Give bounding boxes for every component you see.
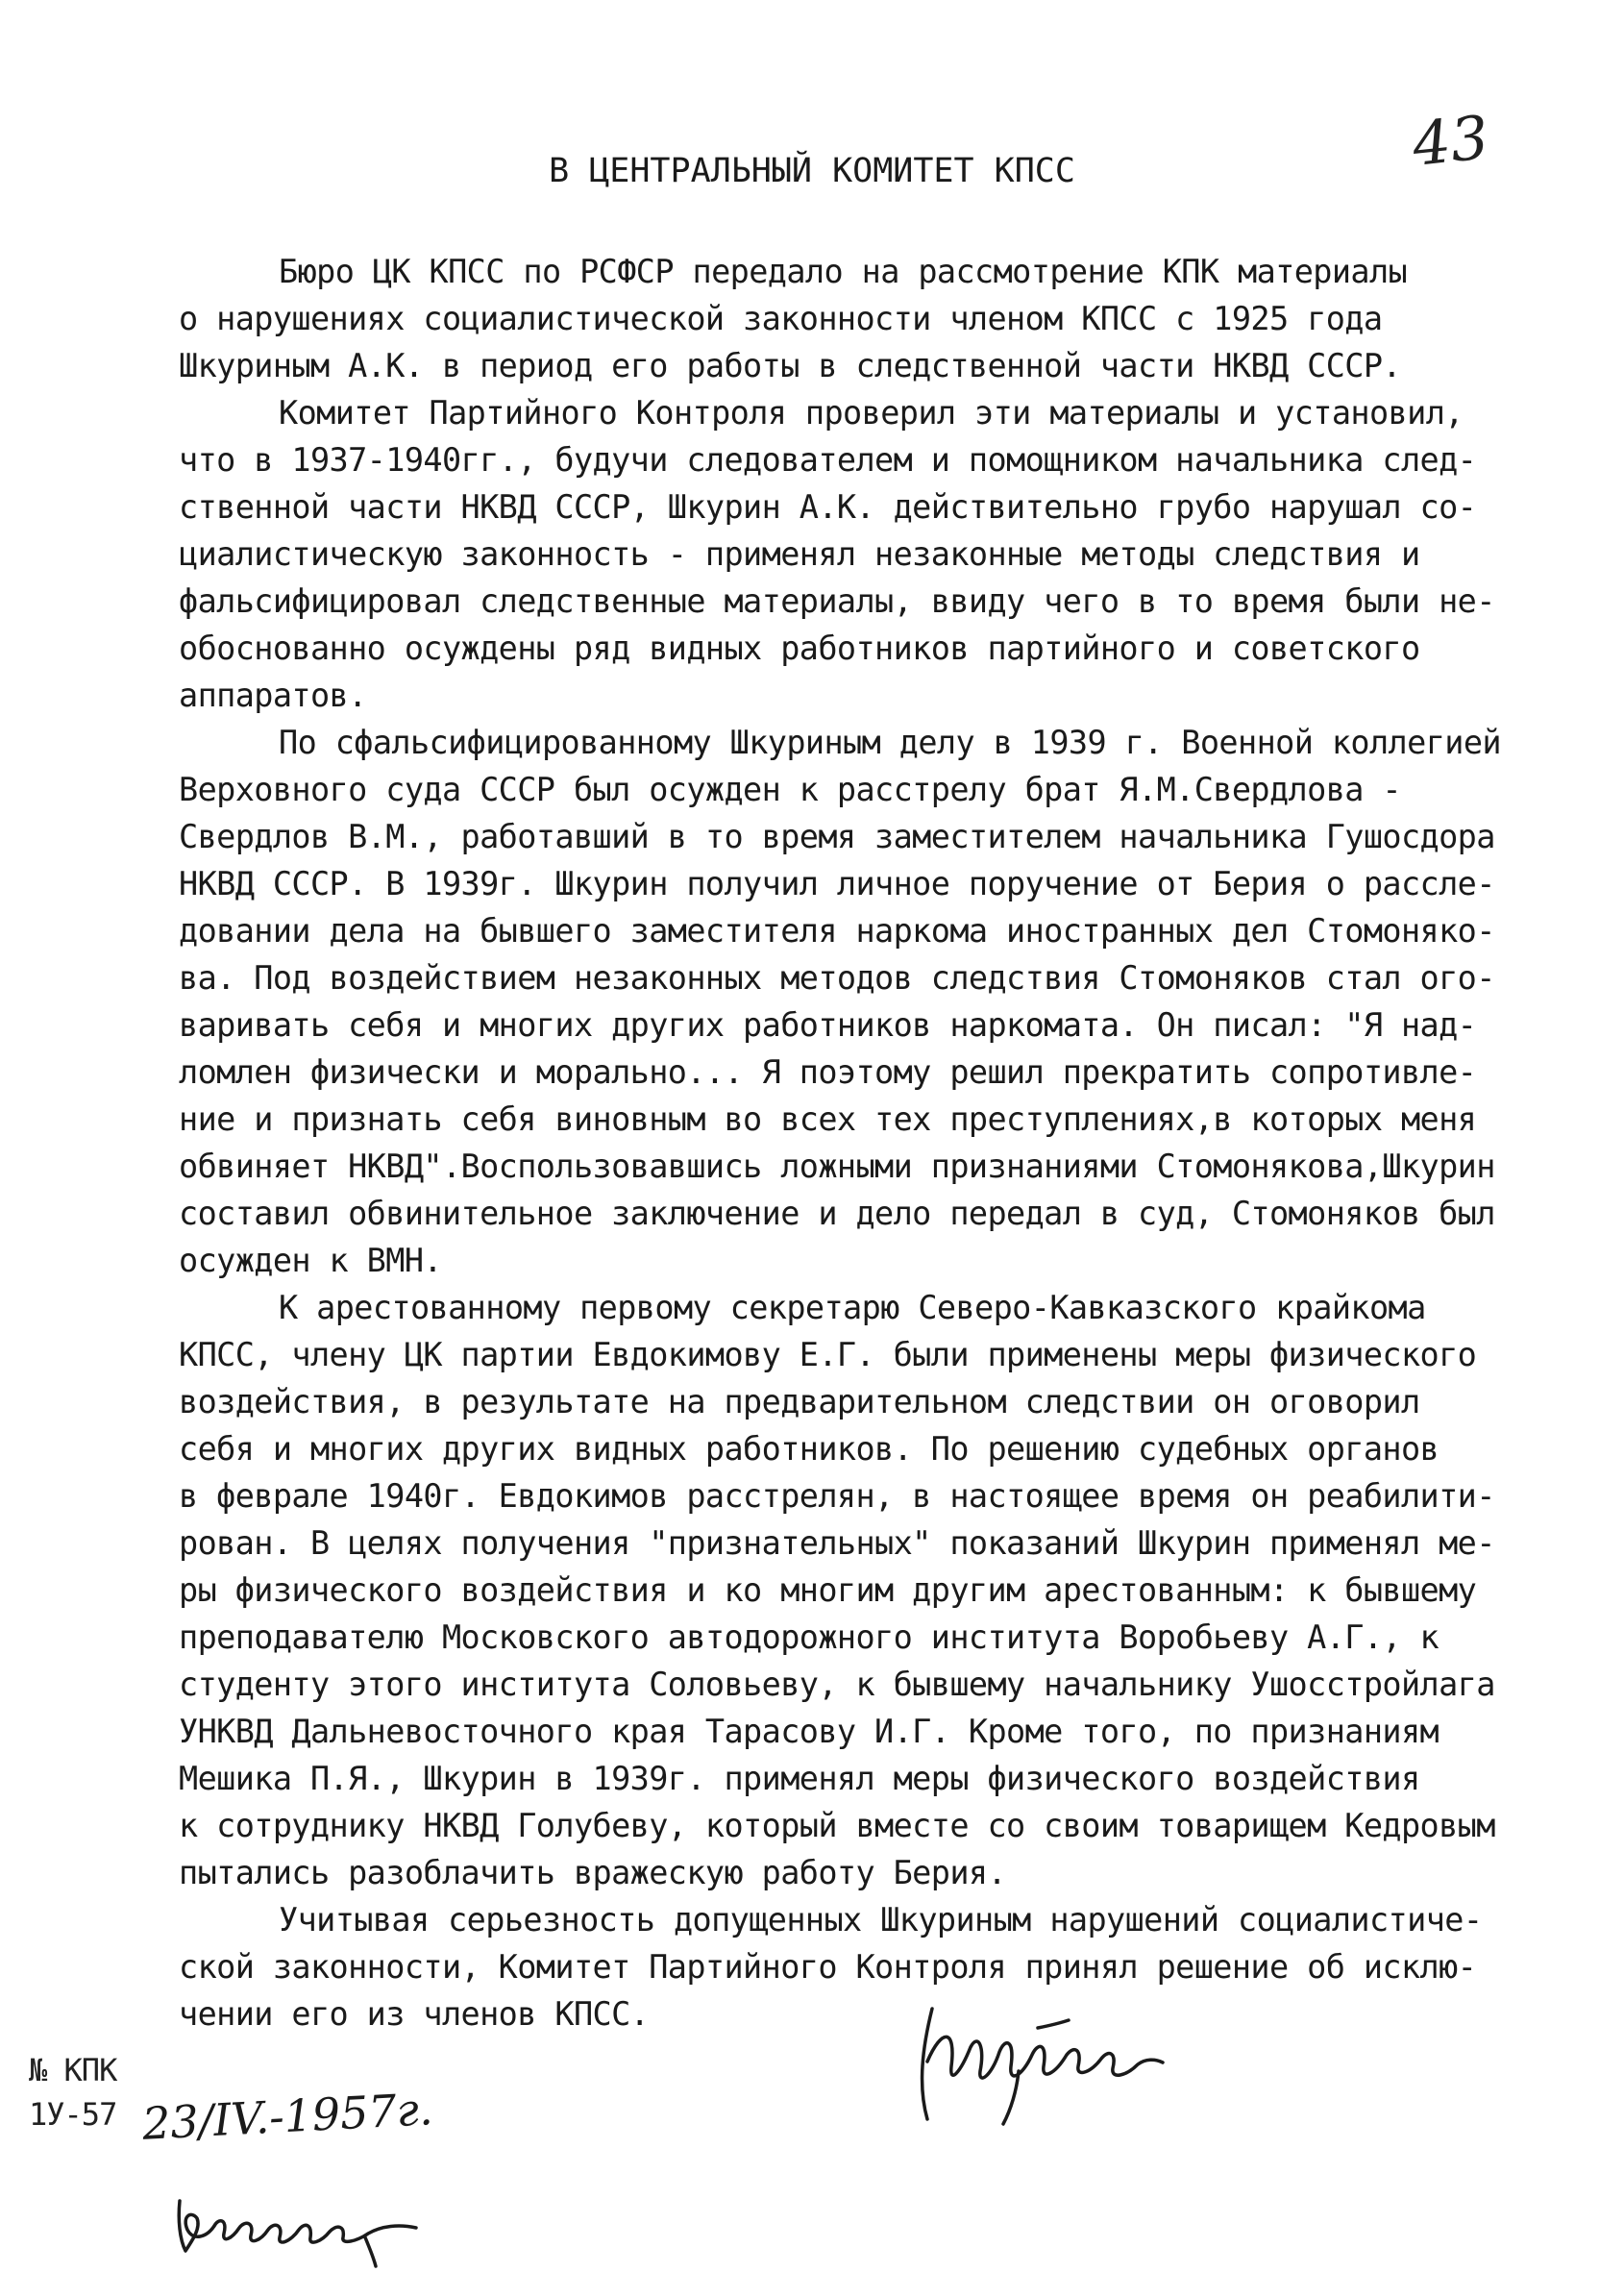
text-line: обвиняет НКВД".Воспользовавшись ложными признаниями Стомонякова,Шкурин <box>179 1148 1495 1185</box>
text-line: КПСС, члену ЦК партии Евдокимову Е.Г. были применены меры физического <box>179 1336 1477 1373</box>
text-line: Учитывая серьезность допущенных Шкуриным нарушений социалистиче- <box>279 1901 1483 1939</box>
text-line: Комитет Партийного Контроля проверил эти материалы и установил, <box>279 394 1464 432</box>
text-line: к сотруднику НКВД Голубеву, который вместе со своим товарищем Кедровым <box>179 1807 1495 1844</box>
text-line: себя и многих других видных работников. По решению судебных органов <box>179 1430 1439 1468</box>
text-line: НКВД СССР. В 1939г. Шкурин получил личное поручение от Берия о рассле- <box>179 865 1495 902</box>
text-line: осужден к ВМН. <box>179 1242 442 1279</box>
text-line: рован. В целях получения "признательных" показаний Шкурин применял ме- <box>179 1524 1495 1562</box>
handwritten-signature-icon <box>903 1970 1192 2134</box>
registration-date: 23/IV.-1957г. <box>140 2083 434 2150</box>
text-line: ской законности, Комитет Партийного Контроля принял решение об исклю- <box>179 1948 1477 1986</box>
text-line: фальсифицировал следственные материалы, ввиду чего в то время были не- <box>179 582 1495 620</box>
text-line: пытались разоблачить вражескую работу Берия. <box>179 1854 1007 1891</box>
text-line: обоснованно осуждены ряд видных работников партийного и советского <box>179 630 1420 667</box>
text-line: аппаратов. <box>179 677 367 714</box>
text-line: варивать себя и многих других работников наркомата. Он писал: "Я над- <box>179 1006 1477 1044</box>
text-line: Мешика П.Я., Шкурин в 1939г. применял меры физического воздействия <box>179 1760 1420 1797</box>
text-line: в феврале 1940г. Евдокимов расстрелян, в настоящее время он реабилити- <box>179 1477 1495 1515</box>
text-line: ломлен физически и морально... Я поэтому решил прекратить сопротивле- <box>179 1053 1477 1091</box>
text-line: ние и признать себя виновным во всех тех преступлениях,в которых меня <box>179 1100 1477 1138</box>
text-line: Шкуриным А.К. в период его работы в следственной части НКВД СССР. <box>179 347 1401 384</box>
registration-number: 1У-57 <box>29 2096 117 2133</box>
text-line: Верховного суда СССР был осужден к расстрелу брат Я.М.Свердлова - <box>179 771 1401 808</box>
text-line: что в 1937-1940гг., будучи следователем и помощником начальника след- <box>179 441 1477 479</box>
text-line: чении его из членов КПСС. <box>179 1995 650 2033</box>
text-line: составил обвинительное заключение и дело передал в суд, Стомоняков был <box>179 1195 1495 1232</box>
text-line: ры физического воздействия и ко многим другим арестованным: к бывшему <box>179 1571 1477 1609</box>
text-line: Бюро ЦК КПСС по РСФСР передало на рассмотрение КПК материалы <box>279 253 1408 290</box>
registration-label: № КПК <box>29 2052 117 2088</box>
text-line: ва. Под воздействием незаконных методов следствия Стомоняков стал ого- <box>179 959 1495 997</box>
text-line: К арестованному первому секретарю Северо-Кавказского крайкома <box>279 1289 1426 1326</box>
text-line: довании дела на бывшего заместителя наркома иностранных дел Стомонякo- <box>179 912 1495 950</box>
document-body <box>179 248 1553 2037</box>
text-line: ственной части НКВД СССР, Шкурин А.К. действительно грубо нарушал со- <box>179 488 1477 526</box>
handwritten-signature-icon <box>168 2182 428 2268</box>
document-title: В ЦЕНТРАЛЬНЫЙ КОМИТЕТ КПСС <box>549 152 1075 190</box>
text-line: По сфальсифицированному Шкуриным делу в 1939 г. Военной коллегией <box>279 724 1501 761</box>
text-line: циалистическую законность - применял незаконные методы следствия и <box>179 535 1420 573</box>
text-line: студенту этого института Соловьеву, к бывшему начальнику Ушосстройлага <box>179 1666 1495 1703</box>
text-line: УНКВД Дальневосточного края Тарасову И.Г. Кроме того, по признаниям <box>179 1713 1439 1750</box>
page-number: 43 <box>1409 102 1492 180</box>
text-line: преподавателю Московского автодорожного института Воробьеву А.Г., к <box>179 1618 1439 1656</box>
text-line: Свердлов В.М., работавший в то время заместителем начальника Гушосдора <box>179 818 1495 855</box>
text-line: воздействия, в результате на предварительном следствии он оговорил <box>179 1383 1420 1420</box>
text-line: о нарушениях социалистической законности членом КПСС с 1925 года <box>179 300 1383 337</box>
